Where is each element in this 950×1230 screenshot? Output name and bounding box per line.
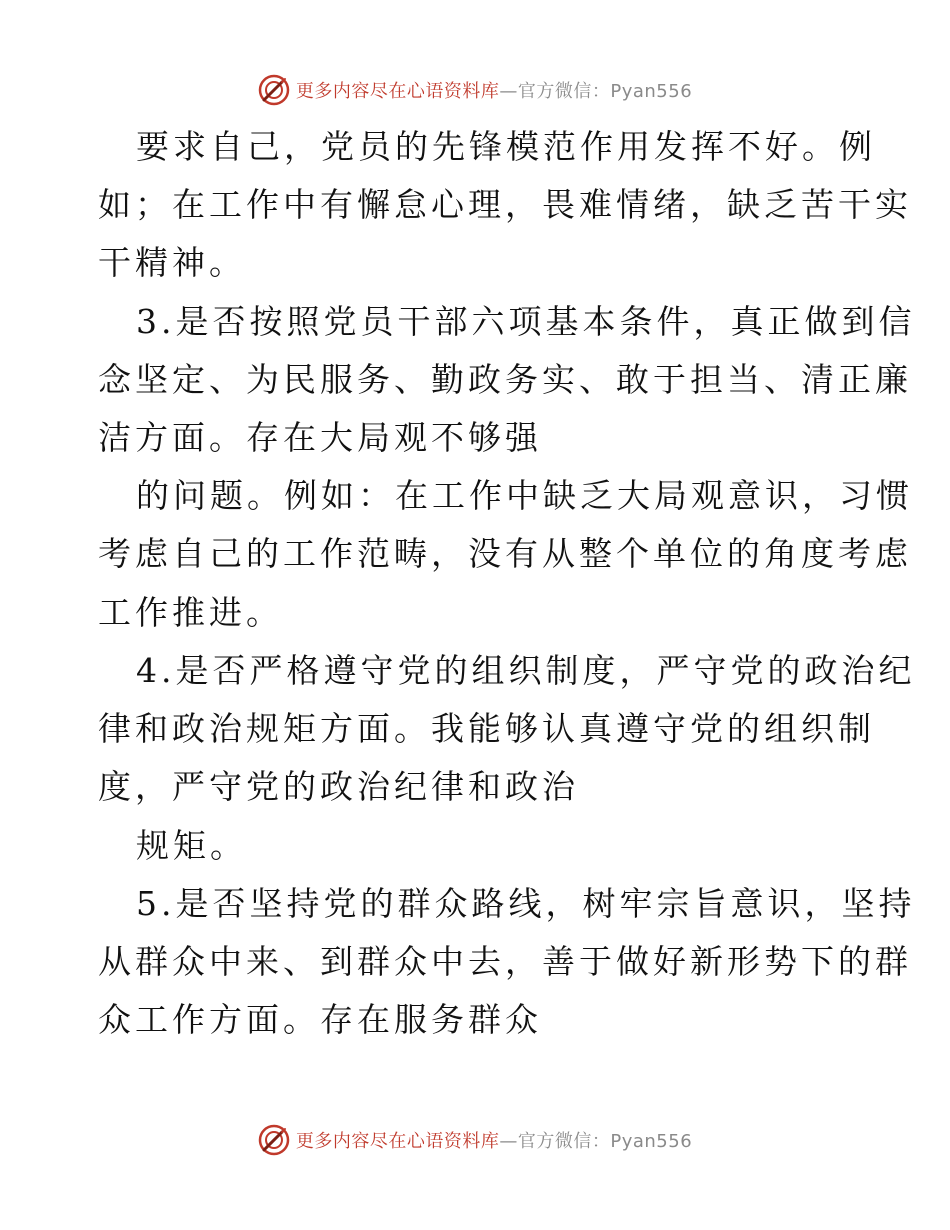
watermark-dash: — <box>499 81 518 102</box>
body-text-line: 律和政治规矩方面。我能够认真遵守党的组织制 <box>98 709 875 748</box>
watermark-text <box>296 1127 692 1153</box>
header-watermark-banner <box>0 70 950 110</box>
watermark-wechat-text: 官方微信：Pyan556 <box>517 81 693 102</box>
body-text-line: 洁方面。存在大局观不够强 <box>98 418 542 457</box>
body-text-line: 的问题。例如：在工作中缺乏大局观意识，习惯 <box>136 476 913 515</box>
body-text-line: 4.是否严格遵守党的组织制度，严守党的政治纪 <box>136 651 916 690</box>
watermark-wechat-text: 官方微信：Pyan556 <box>517 1131 693 1152</box>
body-text-line: 干精神。 <box>98 243 246 282</box>
brand-logo-icon <box>258 74 290 106</box>
body-text-line: 度，严守党的政治纪律和政治 <box>98 767 579 806</box>
body-text-line: 念坚定、为民服务、勤政务实、敢于担当、清正廉 <box>98 360 912 399</box>
body-text-line: 5.是否坚持党的群众路线，树牢宗旨意识，坚持 <box>136 884 916 923</box>
body-text-line: 从群众中来、到群众中去，善于做好新形势下的群 <box>98 942 912 981</box>
body-text-line: 众工作方面。存在服务群众 <box>98 1000 542 1039</box>
body-text-line: 要求自己，党员的先锋模范作用发挥不好。例 <box>136 127 876 166</box>
body-text-line: 3.是否按照党员干部六项基本条件，真正做到信 <box>136 302 916 341</box>
body-text-line: 规矩。 <box>136 826 247 865</box>
watermark-text <box>296 77 692 103</box>
brand-logo-icon <box>258 1124 290 1156</box>
body-text-line: 工作推进。 <box>98 593 283 632</box>
watermark-main-text: 更多内容尽在心语资料库 <box>295 1131 500 1152</box>
footer-watermark-banner <box>0 1120 950 1160</box>
watermark-dash: — <box>499 1131 518 1152</box>
body-text-line: 如；在工作中有懈怠心理，畏难情绪，缺乏苦干实 <box>98 185 912 224</box>
watermark-main-text: 更多内容尽在心语资料库 <box>295 81 500 102</box>
body-text-line: 考虑自己的工作范畴，没有从整个单位的角度考虑 <box>98 534 912 573</box>
